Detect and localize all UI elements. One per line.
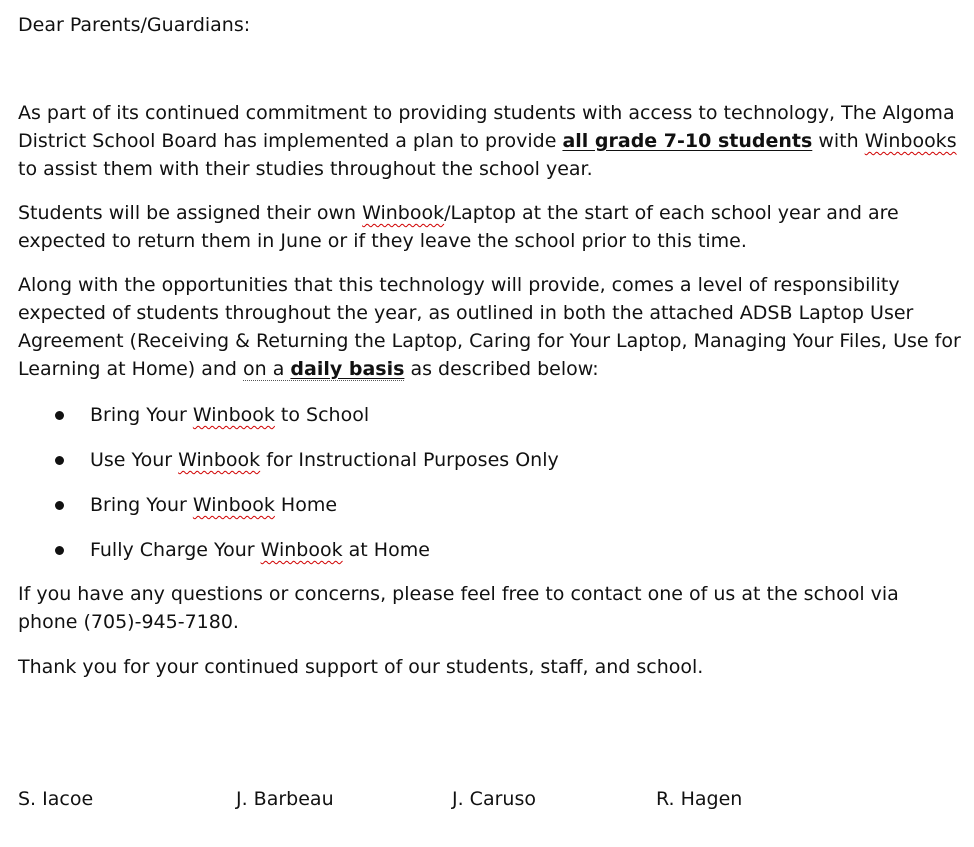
list-item: [18, 398, 963, 443]
paragraph-assignment: [18, 199, 963, 255]
bullet-icon: [55, 546, 64, 555]
text: to School: [274, 404, 370, 426]
expectations-list: [18, 398, 963, 578]
spellcheck-word: Winbook: [192, 404, 275, 426]
list-item-text: [90, 488, 337, 522]
emphasis-daily-basis: daily basis: [290, 358, 405, 380]
list-item-text: [90, 443, 559, 477]
spellcheck-word: Winbook: [260, 539, 343, 561]
paragraph-text: to assist them with their studies throughout the school year.: [18, 158, 593, 180]
text: Home: [274, 494, 338, 516]
paragraph-text: as described below:: [404, 358, 599, 380]
paragraph-technology-plan: [18, 99, 963, 183]
list-item: [18, 488, 963, 533]
paragraph-text: Students will be assigned their own: [18, 202, 363, 224]
paragraph-contact: If you have any questions or concerns, please feel free to contact one of us at the school via phone (705)-945-7180.: [18, 583, 899, 633]
spellcheck-word: Winbook: [192, 494, 275, 516]
list-item: [18, 443, 963, 488]
text: at Home: [342, 539, 430, 561]
list-item-text: [90, 398, 369, 432]
grammar-flag-text: on a: [243, 358, 291, 380]
signature-name: S. Iacoe: [18, 788, 94, 810]
spellcheck-word: Winbooks: [864, 130, 957, 152]
paragraph-text: Along with the opportunities that this technology will provide, comes a level of responsibility expected of students throughout the year, as outlined in both the attached ADSB Laptop User Agreement (Receiving & Returning the Laptop, Caring for Your Laptop, Managing Your Files, Use for Learning at Home) and: [18, 274, 961, 380]
bullet-icon: [55, 411, 64, 420]
signature-name: J. Caruso: [452, 788, 536, 810]
paragraph-text: with: [812, 130, 865, 152]
text: Bring Your: [90, 404, 193, 426]
list-item: [18, 533, 963, 578]
emphasis-grade-range: all grade 7-10 students: [562, 130, 813, 152]
bullet-icon: [55, 456, 64, 465]
paragraph-text: /Laptop at the start of each school year and are expected to return them in June or if they leave the school prior to this time.: [18, 202, 899, 252]
text: Bring Your: [90, 494, 193, 516]
list-item-text: [90, 533, 430, 567]
paragraph-thanks: Thank you for your continued support of our students, staff, and school.: [18, 656, 704, 678]
paragraph-text: As part of its continued commitment to providing students with access to technology, The Algoma District School Board has implemented a plan to provide: [18, 102, 955, 152]
spellcheck-word: Winbook: [178, 449, 261, 471]
signature-name: J. Barbeau: [236, 788, 334, 810]
grammar-flag: [243, 358, 404, 381]
text: for Instructional Purposes Only: [260, 449, 559, 471]
paragraph-responsibility: [18, 271, 963, 383]
text: Fully Charge Your: [90, 539, 261, 561]
salutation: Dear Parents/Guardians:: [18, 14, 251, 36]
spellcheck-word: Winbook: [362, 202, 445, 224]
signature-name: R. Hagen: [656, 788, 743, 810]
bullet-icon: [55, 501, 64, 510]
text: Use Your: [90, 449, 179, 471]
